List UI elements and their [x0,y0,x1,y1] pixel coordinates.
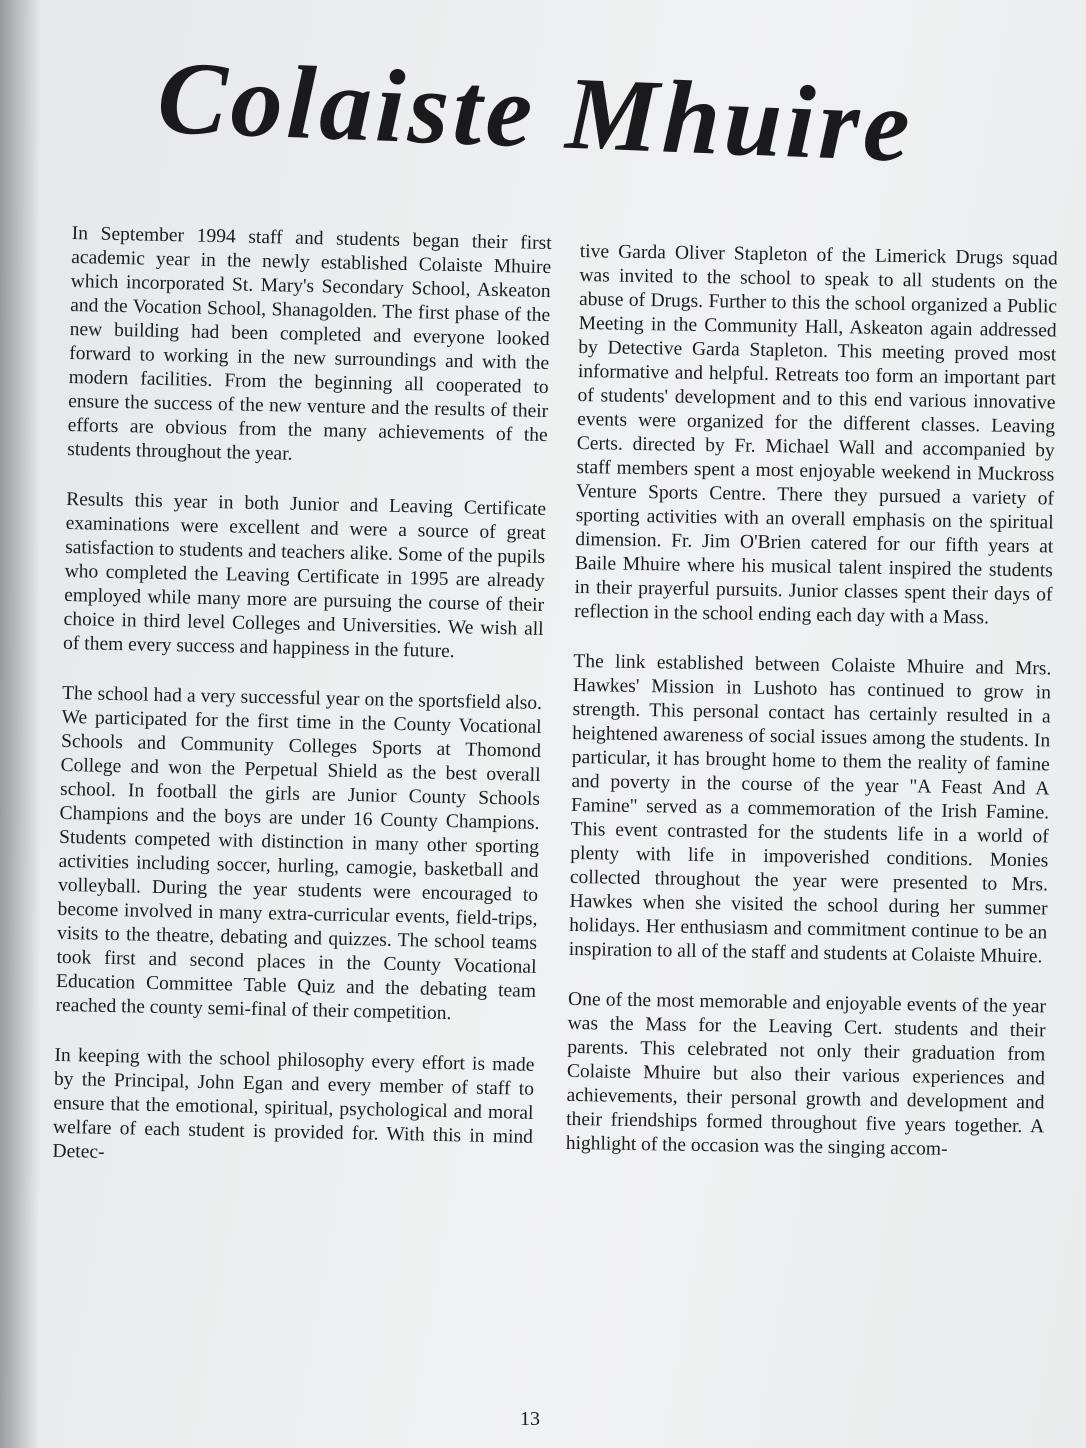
page-title: Colaiste Mhuire [155,39,916,184]
paragraph: The link established between Colaiste Mhuire and Mrs. Hawkes' Mission in Lushoto has continued to grow in strength. This personal contact has certainly resulted in a heightened awareness of social issues among the students. In particular, it has brought home to them the reality of famine and poverty in the course of the year "A Feast And A Famine" served as a commemoration of the Irish Famine. This event contrasted for the students life in a world of plenty with life in impoverished conditions. Monies collected throughout the year were presented to Mrs. Hawkes when she visited the school during her summer holidays. Her enthusiasm and commitment continue to be an inspiration to all of the staff and students at Colaiste Mhuire. [568,650,1052,968]
spine-shadow [0,0,40,1448]
page-number: 13 [520,1408,540,1430]
paragraph: In September 1994 staff and students began their first academic year in the newly established Colaiste Mhuire which incorporated St. Mary's Secondary School, Askeaton and the Vocation School, Shanagolden. The first phase of the new building had been completed and everyone looked forward to working in the new surroundings and with the modern facilities. From the beginning all cooperated to ensure the success of the new venture and the results of their efforts are obvious from the many achievements of the students throughout the year. [67,222,552,465]
paragraph: tive Garda Oliver Stapleton of the Limerick Drugs squad was invited to the school to speak to all students on the abuse of Drugs. Further to this the school organized a Public Meeting in the Community Hall, Askeaton again addressed by Detective Garda Stapleton. This meeting proved most informative and helpful. Retreats too form an important part of students' development and to this end various innovative events were organized for the different classes. Leaving Certs. directed by Fr. Michael Wall and accompanied by staff members spent a most enjoyable weekend in Muckross Venture Sports Centre. There they pursued a variety of sporting activities with an overall emphasis on the spiritual dimension. Fr. Jim O'Brien catered for our fifth years at Baile Mhuire where his musical talent inspired the students in their prayerful pursuits. Junior classes spent their days of reflection in the school ending each day with a Mass. [573,240,1058,629]
left-column [52,222,552,1200]
paragraph: One of the most memorable and enjoyable events of the year was the Mass for the Leaving Cert. students and their parents. This celebrated not only their graduation from Colaiste Mhuire but also their various experiences and achievements, their personal growth and development and their friendships formed throughout five years together. A highlight of the occasion was the singing accom- [565,988,1047,1160]
paragraph: Results this year in both Junior and Leaving Certificate examinations were excellent and were a source of great satisfaction to students and teachers alike. Some of the pupils who completed the Leaving Certificate in 1995 are already employed while many more are pursuing the course of their choice in third level Colleges and Universities. We wish all of them every success and happiness in the future. [62,488,547,663]
paragraph: The school had a very successful year on the sportsfield also. We participated for the first time in the County Vocational Schools and Community Colleges Sports at Thomond College and won the Perpetual Shield as the best overall school. In football the girls are Junior County Schools Champions and the boys are under 16 County Champions. Students competed with distinction in many other sporting activities including soccer, hurling, camogie, basketball and volleyball. During the year students were encouraged to become involved in many extra-curricular events, field-trips, visits to the theatre, debating and quizzes. The school teams took first and second places in the County Vocational Education Committee Table Quiz and the debating team reached the county semi-final of their competition. [55,682,543,1025]
paragraph: In keeping with the school philosophy every effort is made by the Principal, John Egan and every member of staff to ensure that the emotional, spiritual, psychological and moral welfare of each student is provided for. With this in mind Detec- [52,1044,535,1163]
right-column [565,240,1058,1189]
